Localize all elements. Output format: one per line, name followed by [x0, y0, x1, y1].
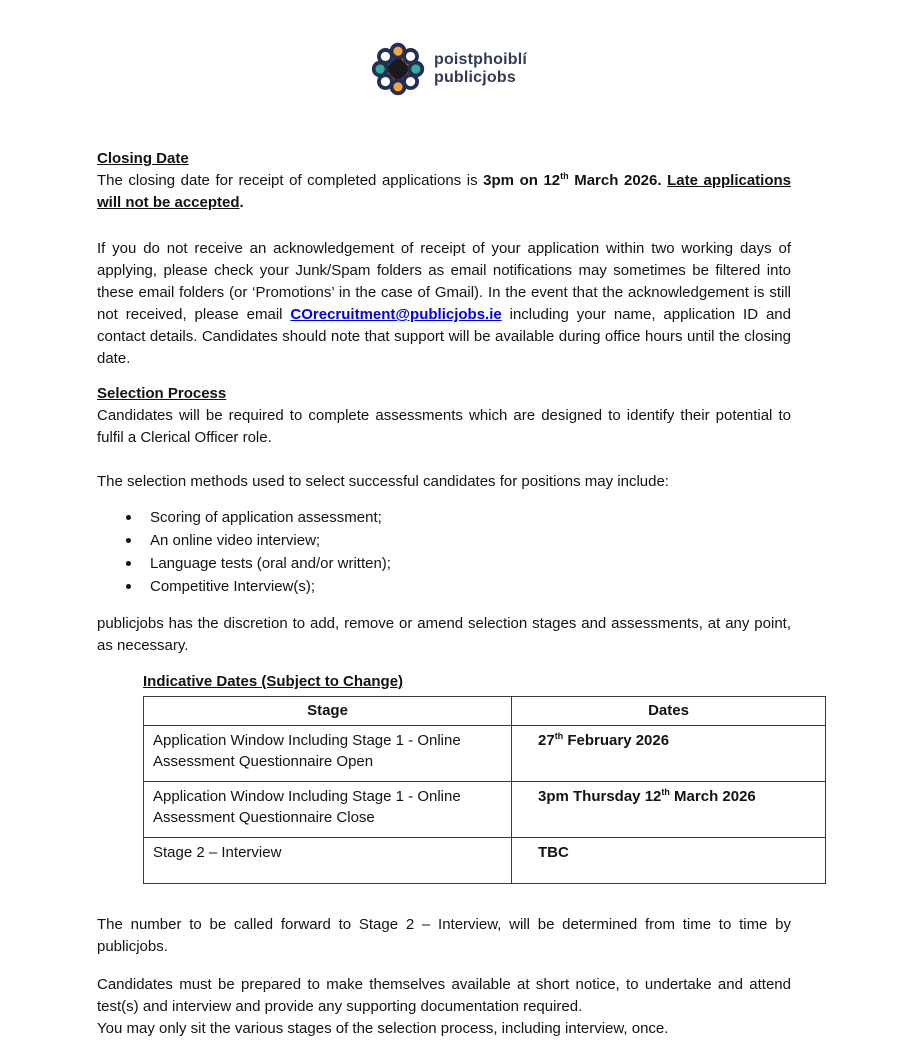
selection-method-item: Scoring of application assessment;: [97, 506, 791, 529]
indicative-dates-table: [143, 696, 826, 884]
table-header-row: [144, 697, 826, 726]
table-row: [144, 838, 826, 884]
date-text-rest: February 2026: [563, 732, 670, 749]
stage-cell: Application Window Including Stage 1 - Online Assessment Questionnaire Close: [144, 782, 512, 838]
selection-method-item: Competitive Interview(s);: [97, 575, 791, 598]
document-body: [97, 148, 791, 1040]
table-header-dates: Dates: [512, 697, 826, 726]
table-row: [144, 726, 826, 782]
superscript-th: th: [560, 171, 569, 181]
logo: [0, 0, 898, 96]
logo-wordmark: [434, 51, 527, 87]
availability-paragraph: Candidates must be prepared to make themselves available at short notice, to undertake and attend test(s) and interview and provide any supporting documentation required.: [97, 976, 791, 1015]
date-cell: [512, 726, 826, 782]
selection-methods-lead: The selection methods used to select successful candidates for positions may include:: [97, 473, 669, 490]
acknowledgement-text-before: If you do not receive an acknowledgement of receipt of your application within two working days of applying, please check your Junk/Spam folders as email notifications may sometimes be filtered into these email folders (or ‘Promotions’ in the case of Gmail). In the event that the acknowledgement is still not received, please email: [97, 240, 791, 323]
selection-process-heading: Selection Process: [97, 385, 227, 402]
publicjobs-logo-icon: [371, 42, 425, 96]
selection-process-section: [97, 383, 791, 449]
email-link[interactable]: COrecruitment@publicjobs.ie: [290, 306, 502, 323]
superscript-th: th: [661, 787, 670, 797]
closing-date-bold-date-rest: March 2026.: [568, 172, 668, 189]
stage2-numbers-paragraph: The number to be called forward to Stage 2 – Interview, will be determined from time to time by publicjobs.: [97, 916, 791, 955]
indicative-dates-heading: Indicative Dates (Subject to Change): [143, 673, 404, 690]
discretion-paragraph: publicjobs has the discretion to add, remove or amend selection stages and assessments, at any point, as necessary.: [97, 615, 791, 654]
indicative-dates-block: [143, 671, 791, 884]
date-text: TBC: [538, 844, 569, 861]
selection-process-intro: Candidates will be required to complete assessments which are designed to identify their potential to fulfil a Clerical Officer role.: [97, 407, 791, 446]
table-row: [144, 782, 826, 838]
single-sit-paragraph: You may only sit the various stages of the selection process, including interview, once.: [97, 1020, 669, 1037]
date-cell: [512, 838, 826, 884]
date-text: 27: [538, 732, 555, 749]
closing-date-text: The closing date for receipt of completed applications is: [97, 172, 484, 189]
logo-text-english: publicjobs: [433, 69, 516, 86]
date-text-rest: March 2026: [669, 788, 756, 805]
table-header-stage: Stage: [144, 697, 512, 726]
stage-cell: Application Window Including Stage 1 - Online Assessment Questionnaire Open: [144, 726, 512, 782]
closing-date-bold-date: 3pm on 12: [483, 172, 561, 189]
selection-method-item: Language tests (oral and/or written);: [97, 552, 791, 575]
acknowledgement-paragraph: [97, 238, 791, 370]
date-text: 3pm Thursday 12: [538, 788, 662, 805]
selection-methods-list: [97, 506, 791, 598]
late-applications-warning: Late applications will not be accepted: [97, 172, 792, 211]
closing-date-heading: Closing Date: [97, 150, 189, 167]
selection-method-item: An online video interview;: [97, 529, 791, 552]
date-cell: [512, 782, 826, 838]
closing-date-section: [97, 148, 791, 214]
acknowledgement-text-after: including your name, application ID and contact details. Candidates should note that support will be available during office hours until the closing date.: [97, 306, 791, 367]
stage-cell: Stage 2 – Interview: [144, 838, 512, 884]
closing-date-period: .: [239, 194, 244, 211]
logo-text-irish: poistphoiblí: [433, 51, 528, 68]
superscript-th: th: [554, 731, 564, 741]
